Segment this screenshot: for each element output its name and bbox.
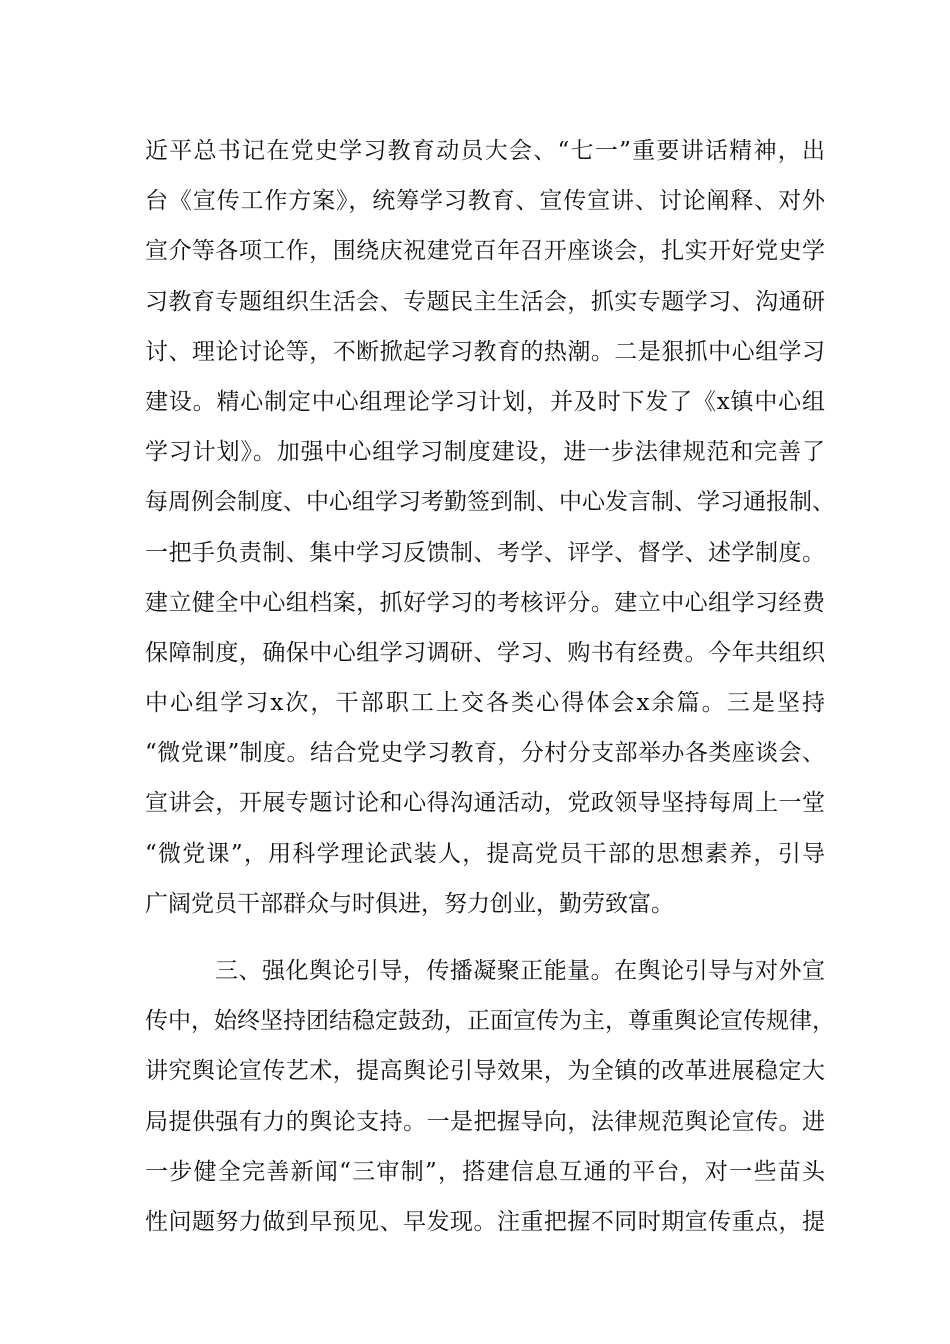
text-line: 建设。精心制定中心组理论学习计划，并及时下发了《x镇中心组: [145, 388, 825, 415]
text-line-indented: 三、强化舆论引导，传播凝聚正能量。在舆论引导与对外宣: [215, 958, 825, 984]
text-line: 讲究舆论宣传艺术，提高舆论引导效果，为全镇的改革进展稳定大: [145, 1058, 825, 1085]
text-line: 中心组学习x次，干部职工上交各类心得体会x余篇。三是坚持: [145, 690, 825, 717]
text-line: “微党课”，用科学理论武装人，提高党员干部的思想素养，引导: [145, 840, 825, 867]
text-line: 性问题努力做到早预见、早发现。注重把握不同时期宣传重点，提: [145, 1208, 825, 1235]
text-line: 局提供强有力的舆论支持。一是把握导向，法律规范舆论宣传。进: [145, 1108, 825, 1135]
text-line: 台《宣传工作方案》，统筹学习教育、宣传宣讲、讨论阐释、对外: [145, 188, 825, 215]
body-text: [145, 126, 835, 1247]
text-line: 讨、理论讨论等，不断掀起学习教育的热潮。二是狠抓中心组学习: [145, 338, 825, 365]
paragraph-2: [145, 946, 835, 1247]
text-line: 习教育专题组织生活会、专题民主生活会，抓实专题学习、沟通研: [145, 288, 825, 315]
text-line: 保障制度，确保中心组学习调研、学习、购书有经费。今年共组织: [145, 639, 825, 666]
text-line: 一步健全完善新闻“三审制”，搭建信息互通的平台，对一些苗头: [145, 1158, 825, 1185]
text-line: “微党课”制度。结合党史学习教育，分村分支部举办各类座谈会、: [145, 740, 825, 767]
text-line: 宣介等各项工作，围绕庆祝建党百年召开座谈会，扎实开好党史学: [145, 238, 825, 265]
text-line: 近平总书记在党史学习教育动员大会、“七一”重要讲话精神，出: [145, 138, 825, 164]
text-line: 传中，始终坚持团结稳定鼓劲，正面宣传为主，尊重舆论宣传规律，: [145, 1008, 835, 1035]
paragraph-1: [145, 126, 835, 929]
text-line: 宣讲会，开展专题讨论和心得沟通活动，党政领导坚持每周上一堂: [145, 790, 825, 817]
text-line: 学习计划》。加强中心组学习制度建设，进一步法律规范和完善了: [145, 439, 825, 466]
text-line: 建立健全中心组档案，抓好学习的考核评分。建立中心组学习经费: [145, 589, 825, 616]
text-line: 一把手负责制、集中学习反馈制、考学、评学、督学、述学制度。: [145, 539, 825, 566]
text-line: 每周例会制度、中心组学习考勤签到制、中心发言制、学习通报制、: [145, 489, 835, 516]
text-line: 广阔党员干部群众与时俱进，努力创业，勤劳致富。: [145, 890, 674, 917]
